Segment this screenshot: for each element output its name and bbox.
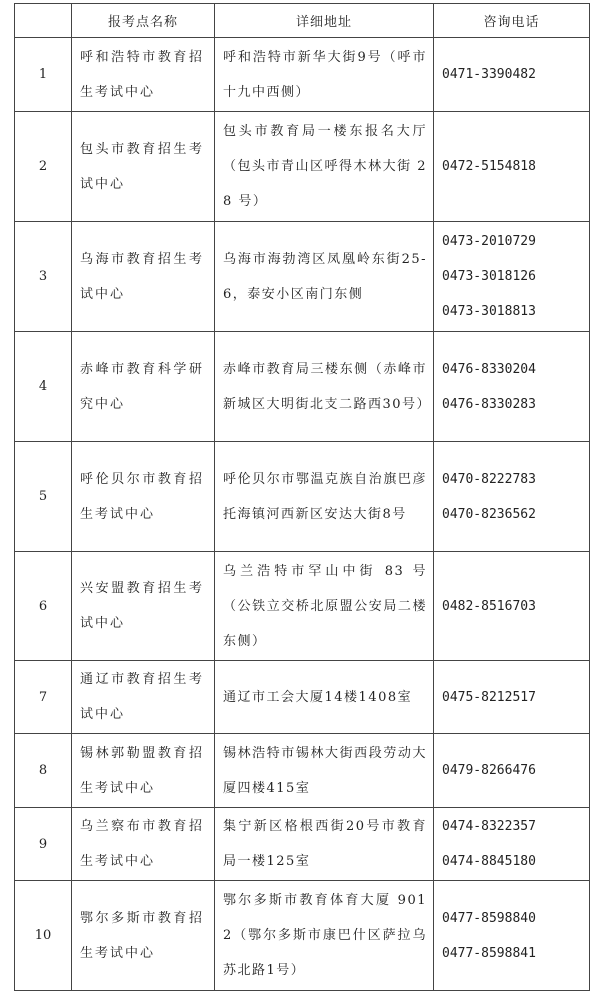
table-row: [15, 222, 590, 332]
row-number: 5: [15, 442, 72, 552]
row-number: 6: [15, 552, 72, 661]
address-cell: [215, 734, 434, 808]
phone-number: 0473-3018813: [442, 304, 536, 319]
phone-number: 0477-8598841: [442, 945, 536, 961]
table-row: [15, 112, 590, 222]
table-row: [15, 552, 590, 661]
phone-cell: [434, 808, 590, 881]
site-address: 锡林浩特市锡林大街西段劳动大厦四楼415室: [223, 745, 427, 796]
row-number: 3: [15, 222, 72, 332]
phone-number: 0470-8222783: [442, 471, 536, 487]
site-name-cell: [72, 112, 215, 222]
site-name: 兴安盟教育招生考试中心: [80, 581, 204, 631]
phone-number: 0473-3018126: [442, 269, 536, 284]
site-name-cell: [72, 734, 215, 808]
phone-cell: [434, 552, 590, 661]
header-address: 详细地址: [215, 4, 434, 38]
address-cell: [215, 881, 434, 991]
header-index: [15, 4, 72, 38]
table-header-row: [15, 4, 590, 38]
site-address: 包头市教育局一楼东报名大厅（包头市青山区呼得木林大街 28 号）: [223, 124, 427, 209]
site-name: 鄂尔多斯市教育招生考试中心: [80, 910, 204, 961]
phone-cell: [434, 38, 590, 112]
exam-site-table: [14, 3, 590, 991]
table-row: [15, 881, 590, 991]
row-number: 7: [15, 661, 72, 734]
site-name-cell: [72, 552, 215, 661]
site-name-cell: [72, 881, 215, 991]
address-cell: [215, 112, 434, 222]
phone-cell: [434, 112, 590, 222]
table-row: [15, 442, 590, 552]
phone-cell: [434, 661, 590, 734]
site-name-cell: [72, 222, 215, 332]
table-row: [15, 808, 590, 881]
address-cell: [215, 552, 434, 661]
site-name-cell: [72, 38, 215, 112]
phone-number: 0474-8845180: [442, 854, 536, 869]
site-address: 呼伦贝尔市鄂温克族自治旗巴彦托海镇河西新区安达大街8号: [223, 471, 427, 522]
row-number: 2: [15, 112, 72, 222]
row-number: 4: [15, 332, 72, 442]
site-name: 乌海市教育招生考试中心: [80, 251, 204, 302]
site-address: 集宁新区格根西街20号市教育局一楼125室: [223, 819, 427, 869]
site-address: 赤峰市教育局三楼东侧（赤峰市新城区大明街北支二路西30号）: [223, 361, 432, 412]
address-cell: [215, 332, 434, 442]
site-address: 呼和浩特市新华大街9号（呼市十九中西侧）: [223, 49, 427, 100]
site-address: 通辽市工会大厦14楼1408室: [223, 689, 413, 705]
site-name-cell: [72, 332, 215, 442]
site-name-cell: [72, 808, 215, 881]
site-name: 呼伦贝尔市教育招生考试中心: [80, 471, 204, 522]
site-address: 乌海市海勃湾区凤凰岭东街25-6，泰安小区南门东侧: [223, 251, 427, 302]
phone-number: 0482-8516703: [442, 598, 536, 614]
site-name: 包头市教育招生考试中心: [80, 141, 204, 192]
header-phone: 咨询电话: [434, 4, 590, 38]
address-cell: [215, 808, 434, 881]
site-name: 赤峰市教育科学研究中心: [80, 361, 204, 412]
header-site-name: 报考点名称: [72, 4, 215, 38]
phone-cell: [434, 442, 590, 552]
address-cell: [215, 222, 434, 332]
phone-cell: [434, 222, 590, 332]
phone-number: 0475-8212517: [442, 689, 536, 705]
site-address: 乌兰浩特市罕山中街 83 号（公铁立交桥北原盟公安局二楼东侧）: [223, 563, 427, 649]
table-row: [15, 332, 590, 442]
site-name: 锡林郭勒盟教育招生考试中心: [80, 745, 204, 796]
row-number: 8: [15, 734, 72, 808]
phone-cell: [434, 881, 590, 991]
phone-number: 0479-8266476: [442, 763, 536, 778]
address-cell: [215, 38, 434, 112]
site-name: 通辽市教育招生考试中心: [80, 672, 204, 722]
phone-number: 0472-5154818: [442, 159, 536, 174]
phone-number: 0474-8322357: [442, 819, 536, 834]
table-row: [15, 38, 590, 112]
phone-number: 0473-2010729: [442, 234, 536, 249]
site-name: 乌兰察布市教育招生考试中心: [80, 819, 204, 869]
address-cell: [215, 661, 434, 734]
phone-cell: [434, 734, 590, 808]
table-row: [15, 661, 590, 734]
site-name: 呼和浩特市教育招生考试中心: [80, 49, 204, 100]
phone-number: 0476-8330283: [442, 396, 536, 412]
site-name-cell: [72, 442, 215, 552]
phone-number: 0477-8598840: [442, 910, 536, 926]
row-number: 10: [15, 881, 72, 991]
table-row: [15, 734, 590, 808]
site-name-cell: [72, 661, 215, 734]
row-number: 9: [15, 808, 72, 881]
address-cell: [215, 442, 434, 552]
phone-number: 0476-8330204: [442, 361, 536, 377]
phone-number: 0470-8236562: [442, 506, 536, 522]
site-address: 鄂尔多斯市教育体育大厦 9012（鄂尔多斯市康巴什区萨拉乌苏北路1号）: [223, 893, 427, 978]
row-number: 1: [15, 38, 72, 112]
phone-cell: [434, 332, 590, 442]
phone-number: 0471-3390482: [442, 67, 536, 82]
